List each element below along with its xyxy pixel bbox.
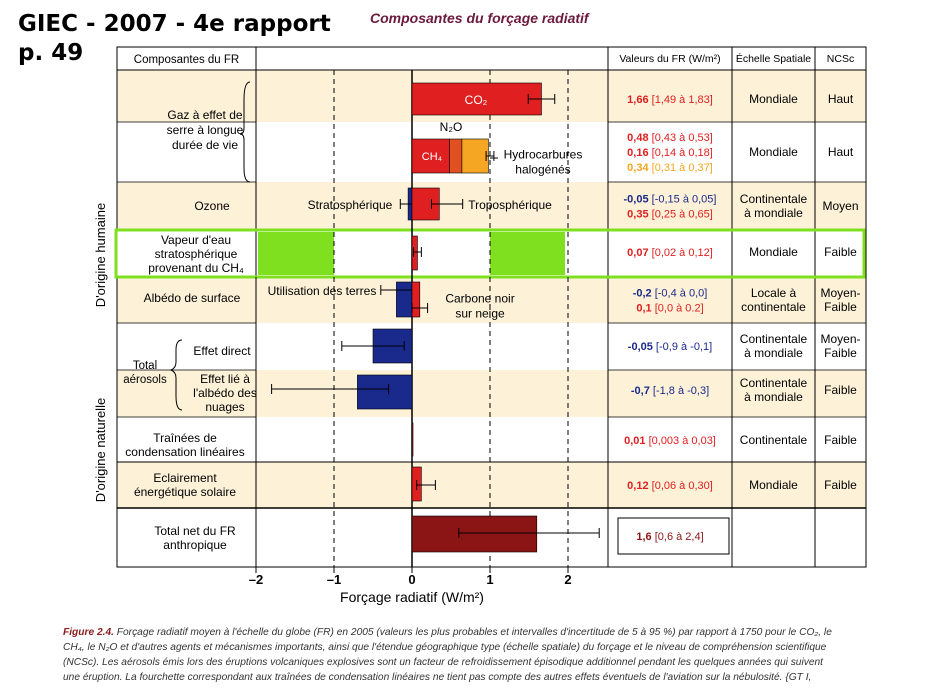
bar-label-landuse: Utilisation des terres [267,284,377,298]
value-best: -0,7 [630,385,650,397]
scale-aer_cloud: à mondiale [744,390,803,404]
component-label-solar: énergétique solaire [133,485,237,499]
ncsc-aer_cloud: Faible [824,383,857,397]
value-range: [-0,9 à -0,1] [652,341,713,353]
value-range: [-0,15 à 0,05] [648,193,717,206]
value-range: [0,14 à 0,18] [648,147,713,159]
value-best: 0,1 [636,302,652,315]
component-label-ozone: Ozone [194,199,230,213]
value-best: 0,16 [627,147,649,159]
ncsc-ghg: Haut [827,92,854,106]
figure-caption [63,625,908,685]
component-label-h2o: stratosphérique [154,247,238,261]
value-best: 0,12 [627,480,649,492]
x-tick-label: –2 [248,572,264,587]
side-label-natural: D'origine naturelle [93,397,108,503]
bar-halocarbons [462,139,489,173]
component-label-net: Total net du FR [154,524,236,538]
bar-label-tropospheric: Troposphérique [468,198,552,212]
ncsc-h2o: Faible [824,245,857,259]
bar-label-n2o: N₂O [439,120,463,134]
scale-ghg2: Mondiale [749,145,798,159]
value-albedo [636,303,703,315]
component-label-ghg: durée de vie [171,138,239,152]
x-tick-label: 0 [408,572,416,587]
component-label-aer_cloud: l'albédo des [193,386,257,400]
header-ncsc: NCSc [826,53,855,65]
header-components: Composantes du FR [133,54,240,66]
ncsc-ozone: Moyen [822,199,859,213]
ncsc-aer_direct: Faible [824,346,857,360]
value-range: [0,06 à 0,30] [648,480,713,492]
ncsc-albedo: Moyen- [820,286,861,300]
value-best: 0,01 [624,435,646,447]
value-solar [627,480,713,492]
x-tick-label: 1 [486,572,494,587]
slide-title-line1: GIEC - 2007 - 4e rapport [18,11,331,37]
value-range: [0,0 à 0.2] [651,302,704,315]
scale-aer_direct: à mondiale [744,346,803,360]
value-ozone [624,194,717,206]
x-tick-label: –1 [326,572,342,587]
value-range: [-1,8 à -0,3] [649,385,710,397]
component-label-contrails: condensation linéaires [125,445,245,459]
value-albedo [633,288,708,300]
value-range: [0,02 à 0,12] [648,247,713,259]
value-best: -0,05 [623,193,649,206]
bar-net [412,516,537,552]
component-label-h2o: Vapeur d'eau [160,233,232,247]
value-best: -0,2 [632,287,652,300]
scale-ozone: Continentale [739,192,808,206]
component-label-net: anthropique [163,538,227,552]
value-best: 1,6 [636,531,652,543]
component-label-aer_cloud: nuages [205,400,245,414]
component-label-aer_cloud: Effet lié à [200,372,250,386]
value-range: [0,43 à 0,53] [648,132,713,144]
bar-label-ch4: CH₄ [421,151,443,163]
component-label-aerosols: aérosols [123,374,167,386]
scale-albedo: continentale [741,300,806,314]
value-best: 1,66 [627,94,649,106]
value-best: 0,48 [627,132,649,144]
ncsc-aer_direct: Moyen- [820,332,861,346]
bar-label-halocarbons: Hydrocarbures [503,147,583,162]
bar-label-blackcarbon: sur neige [455,306,505,321]
value-range: [-0,4 à 0,0] [651,287,708,300]
value-best: -0,05 [627,341,653,353]
value-ghg2 [627,132,713,144]
value-contrails [624,435,716,447]
scale-albedo: Locale à [750,286,797,300]
bar-contrails [412,423,413,456]
component-label-contrails: Traînées de [153,431,217,445]
component-label-ghg: Gaz à effet de [167,108,243,122]
value-ozone [627,209,713,221]
highlight-fill-right [490,232,565,275]
value-ghg2 [627,147,713,159]
ncsc-ghg2: Haut [827,145,854,159]
x-axis-label: Forçage radiatif (W/m²) [340,589,484,605]
value-best: 0,07 [627,247,649,259]
value-best: 0,35 [627,208,649,221]
value-net [636,531,703,543]
slide-title-line2: p. 49 [18,40,84,66]
scale-aer_cloud: Continentale [739,376,808,390]
value-aer_cloud [631,385,709,397]
bar-label-co2: CO₂ [464,93,488,107]
value-ghg [627,94,713,106]
value-range: [0,003 à 0,03] [645,435,716,447]
value-range: [0,31 à 0,37] [648,162,713,174]
header-values: Valeurs du FR (W/m²) [619,53,721,65]
x-tick-label: 2 [564,572,572,587]
side-label-human: D'origine humaine [93,202,108,308]
caption-line-1-text: Forçage radiatif moyen à l'échelle du globe (FR) en 2005 (valeurs les plus probables et intervalles d'incertitude de 5 à 95 %) par rapport à 1750 pour le CO₂, le [113,627,832,638]
scale-contrails: Continentale [739,433,808,447]
component-label-albedo: Albédo de surface [143,291,241,305]
bar-label-blackcarbon: Carbone noir [445,291,515,306]
bar-label-stratospheric: Stratosphérique [307,198,393,212]
scale-ozone: à mondiale [744,206,803,220]
scale-ghg: Mondiale [749,92,798,106]
value-range: [0,6 à 2,4] [651,531,704,543]
bar-aerosol-cloud [357,375,412,409]
component-label-solar: Eclairement [153,471,217,485]
caption-label: Figure 2.4. [63,627,114,638]
bar-n2o [449,139,461,173]
bar-label-halocarbons: halogénés [515,162,571,177]
component-label-h2o: provenant du CH₄ [148,261,244,275]
ncsc-solar: Faible [824,478,857,492]
highlight-fill-left [258,232,334,275]
bar-albedo-blackcarbon [412,282,420,317]
caption-line-1 [63,627,832,638]
bar-albedo-landuse [396,282,412,317]
component-label-ghg: serre à longue [166,123,244,137]
bar-h2o [412,236,417,270]
value-range: [1,49 à 1,83] [648,94,713,106]
value-h2o [627,247,713,259]
caption-line-3: (NCSc). Les aérosols émis lors des éruptions volcaniques explosives sont un facteur de refroidissement épisodique additionnel pendant les quelques années qui suivent [63,657,823,668]
caption-line-2: CH₄, le N₂O et d'autres agents et mécanismes importants, ainsi que l'étendue géographique type (échelle spatiale) du forçage et le niveau de compréhension scientifique [63,642,827,653]
caption-line-4: une éruption. La fourchette correspondant aux traînées de condensation linéaires ne tient pas compte des autres effets éventuels de l'aviation sur la nébulosité. {GT I, [63,672,812,683]
ncsc-contrails: Faible [824,433,857,447]
component-label-aerosols: Total [132,360,158,372]
figure-title: Composantes du forçage radiatif [370,10,589,26]
value-best: 0,34 [627,162,649,174]
header-scale: Échelle Spatiale [735,53,812,65]
value-range: [0,25 à 0,65] [648,208,713,221]
component-label-aer_direct: Effet direct [193,344,251,358]
scale-solar: Mondiale [749,478,798,492]
value-ghg2 [627,162,713,174]
ncsc-albedo: Faible [824,300,857,314]
value-aer_direct [628,341,712,353]
scale-aer_direct: Continentale [739,332,808,346]
scale-h2o: Mondiale [749,245,798,259]
